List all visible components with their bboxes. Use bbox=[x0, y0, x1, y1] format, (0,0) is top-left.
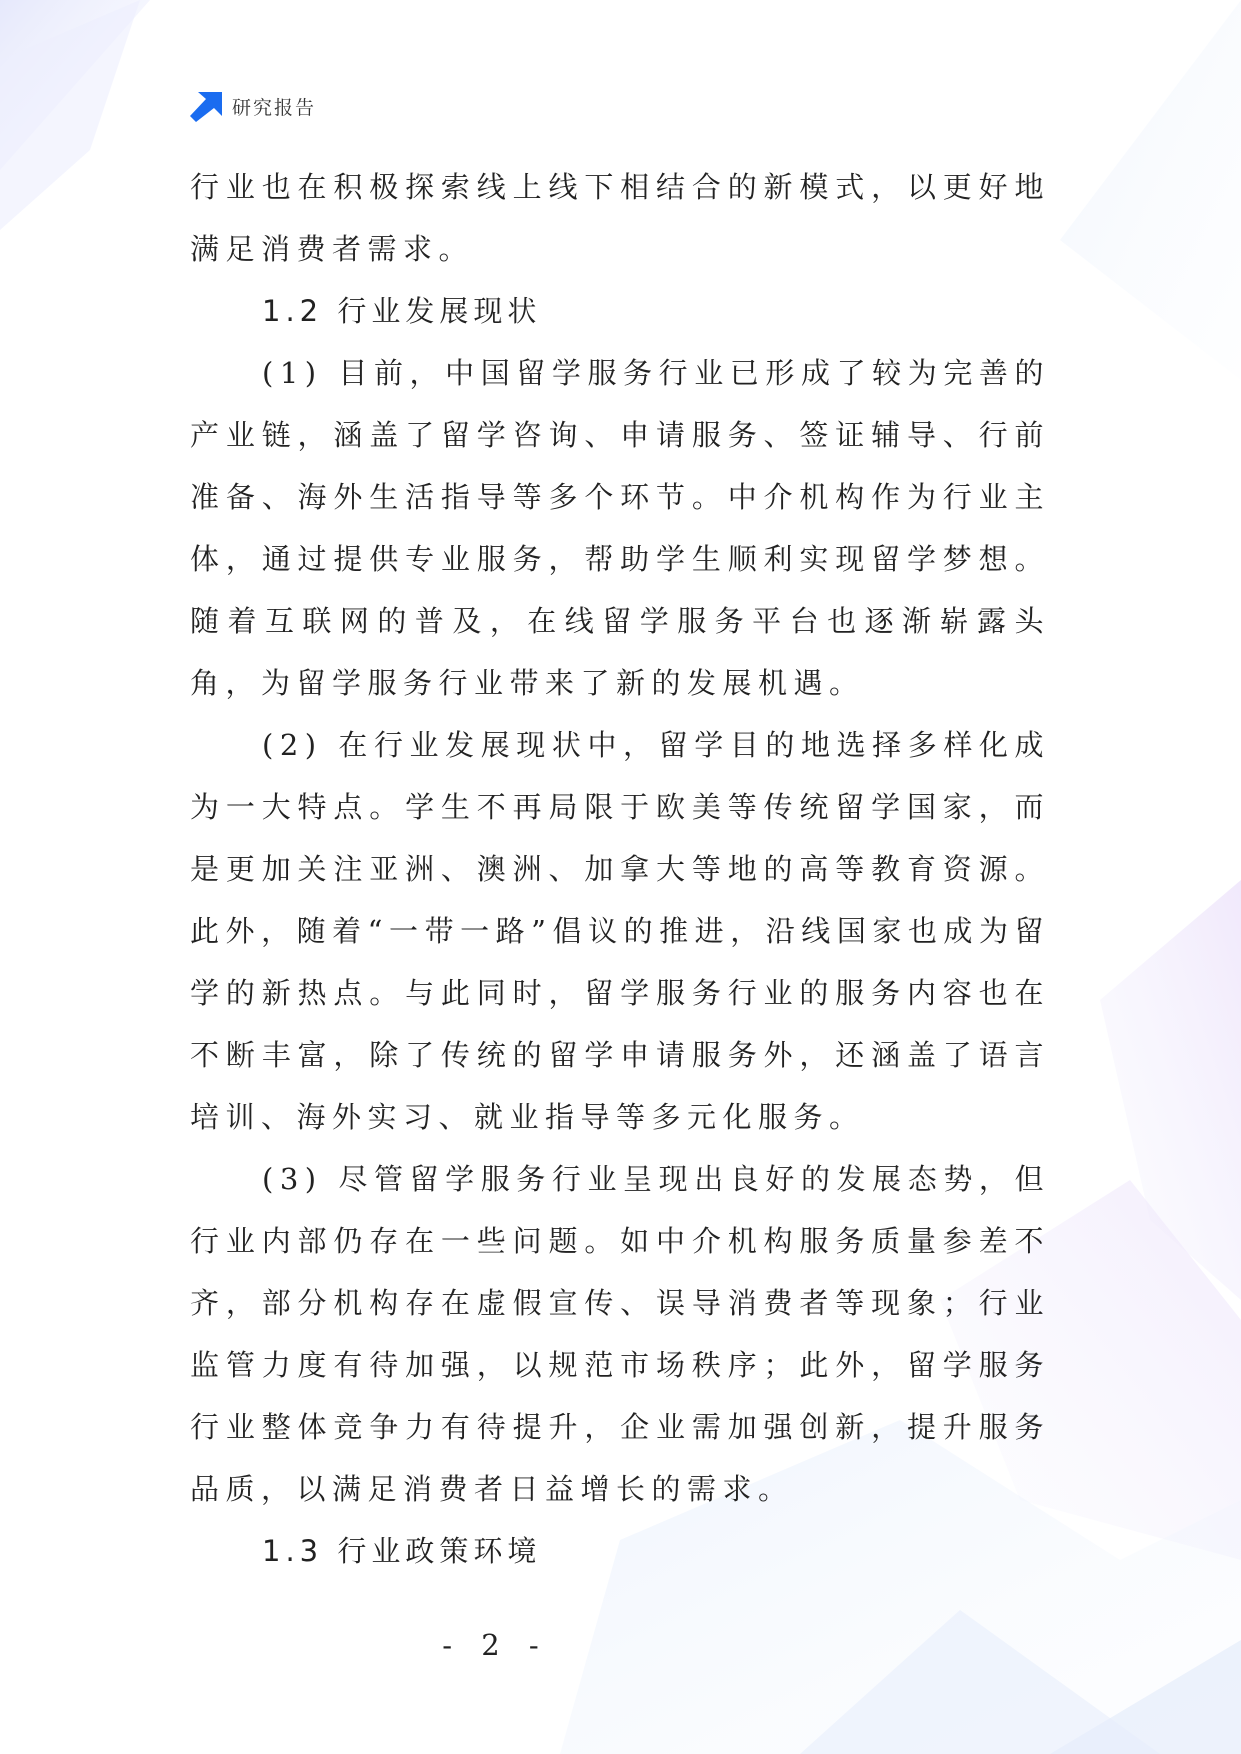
paragraph-3: (3) 尽管留学服务行业呈现出良好的发展态势，但行业内部仍存在一些问题。如中介机构服务质量参差不齐，部分机构存在虚假宣传、误导消费者等现象；行业监管力度有待加强，以规范市场秩序；此外，留学服务行业整体竞争力有待提升，企业需加强创新，提升服务品质，以满足消费者日益增长的需求。 bbox=[190, 1162, 1050, 1506]
page-number: - 2 - bbox=[442, 1628, 549, 1662]
document-body bbox=[190, 156, 1050, 1582]
section-heading-1-3: 1.3 行业政策环境 bbox=[262, 1534, 542, 1568]
header-title: 研究报告 bbox=[232, 96, 317, 119]
arrow-up-right-icon bbox=[188, 90, 222, 122]
paragraph-continued: 行业也在积极探索线上线下相结合的新模式，以更好地满足消费者需求。 bbox=[190, 170, 1050, 266]
paragraph-2: (2) 在行业发展现状中，留学目的地选择多样化成为一大特点。学生不再局限于欧美等传统留学国家，而是更加关注亚洲、澳洲、加拿大等地的高等教育资源。此外，随着“一带一路”倡议的推进，沿线国家也成为留学的新热点。与此同时，留学服务行业的服务内容也在不断丰富，除了传统的留学申请服务外，还涵盖了语言培训、海外实习、就业指导等多元化服务。 bbox=[190, 728, 1050, 1134]
section-heading-1-2: 1.2 行业发展现状 bbox=[262, 294, 542, 328]
header bbox=[188, 90, 316, 122]
paragraph-1: (1) 目前，中国留学服务行业已形成了较为完善的产业链，涵盖了留学咨询、申请服务、签证辅导、行前准备、海外生活指导等多个环节。中介机构作为行业主体，通过提供专业服务，帮助学生顺利实现留学梦想。随着互联网的普及，在线留学服务平台也逐渐崭露头角，为留学服务行业带来了新的发展机遇。 bbox=[190, 356, 1050, 700]
